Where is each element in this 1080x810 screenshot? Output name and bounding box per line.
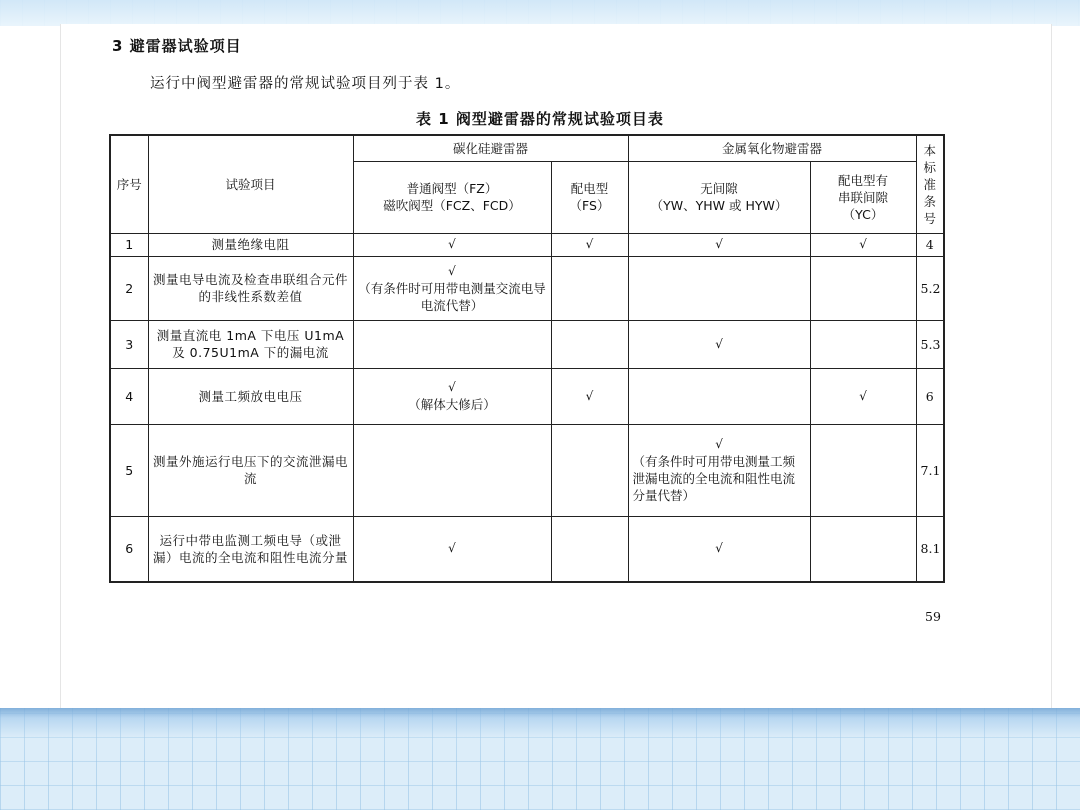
cell-fs bbox=[551, 516, 628, 582]
row-item: 测量外施运行电压下的交流泄漏电流 bbox=[148, 424, 353, 516]
table-row bbox=[110, 368, 944, 424]
header-item: 试验项目 bbox=[148, 135, 353, 233]
top-decor-band bbox=[0, 0, 1080, 26]
cell-yw: √ bbox=[628, 320, 810, 368]
cell-std: 5.2 bbox=[916, 256, 944, 320]
cell-fz: √ （有条件时可用带电测量交流电导电流代替） bbox=[353, 256, 551, 320]
cell-std: 6 bbox=[916, 368, 944, 424]
row-seq: 1 bbox=[110, 233, 148, 256]
header-yw: 无间隙 （YW、YHW 或 HYW） bbox=[628, 161, 810, 233]
cell-fs bbox=[551, 424, 628, 516]
table-caption: 表 1 阀型避雷器的常规试验项目表 bbox=[416, 110, 664, 128]
cell-yc: √ bbox=[810, 368, 916, 424]
cell-yw: √ bbox=[628, 516, 810, 582]
row-item: 测量电导电流及检查串联组合元件的非线性系数差值 bbox=[148, 256, 353, 320]
cell-yc bbox=[810, 424, 916, 516]
test-items-table bbox=[109, 134, 945, 583]
table-row bbox=[110, 233, 944, 256]
table-row bbox=[110, 320, 944, 368]
cell-fs bbox=[551, 320, 628, 368]
cell-yc bbox=[810, 320, 916, 368]
cell-fz: √ bbox=[353, 516, 551, 582]
table-row bbox=[110, 516, 944, 582]
row-item: 测量工频放电电压 bbox=[148, 368, 353, 424]
section-heading: 3 避雷器试验项目 bbox=[112, 37, 242, 55]
row-item: 运行中带电监测工频电导（或泄漏）电流的全电流和阻性电流分量 bbox=[148, 516, 353, 582]
row-seq: 5 bbox=[110, 424, 148, 516]
row-seq: 4 bbox=[110, 368, 148, 424]
cell-std: 4 bbox=[916, 233, 944, 256]
table-row bbox=[110, 256, 944, 320]
table-header-row bbox=[110, 135, 944, 161]
header-std-clause: 本标准条号 bbox=[916, 135, 944, 233]
row-seq: 6 bbox=[110, 516, 148, 582]
intro-paragraph: 运行中阀型避雷器的常规试验项目列于表 1。 bbox=[150, 76, 461, 92]
bottom-decor-band bbox=[0, 708, 1080, 810]
cell-yc: √ bbox=[810, 233, 916, 256]
cell-fz: √ bbox=[353, 233, 551, 256]
cell-fz: √ （解体大修后） bbox=[353, 368, 551, 424]
row-seq: 2 bbox=[110, 256, 148, 320]
header-fz: 普通阀型（FZ） 磁吹阀型（FCZ、FCD） bbox=[353, 161, 551, 233]
cell-yw: √ bbox=[628, 233, 810, 256]
row-item: 测量绝缘电阻 bbox=[148, 233, 353, 256]
cell-yc bbox=[810, 516, 916, 582]
row-item: 测量直流电 1mA 下电压 U1mA 及 0.75U1mA 下的漏电流 bbox=[148, 320, 353, 368]
cell-yc bbox=[810, 256, 916, 320]
header-group-moa: 金属氧化物避雷器 bbox=[628, 135, 916, 161]
cell-yw bbox=[628, 256, 810, 320]
row-seq: 3 bbox=[110, 320, 148, 368]
table-row bbox=[110, 424, 944, 516]
header-yc: 配电型有 串联间隙 （YC） bbox=[810, 161, 916, 233]
page-number: 59 bbox=[925, 609, 941, 624]
cell-fs: √ bbox=[551, 233, 628, 256]
header-fs: 配电型 （FS） bbox=[551, 161, 628, 233]
header-group-sic: 碳化硅避雷器 bbox=[353, 135, 628, 161]
cell-std: 5.3 bbox=[916, 320, 944, 368]
cell-std: 8.1 bbox=[916, 516, 944, 582]
cell-fz bbox=[353, 424, 551, 516]
cell-fs bbox=[551, 256, 628, 320]
cell-fs: √ bbox=[551, 368, 628, 424]
cell-std: 7.1 bbox=[916, 424, 944, 516]
cell-yw bbox=[628, 368, 810, 424]
cell-fz bbox=[353, 320, 551, 368]
header-seq: 序号 bbox=[110, 135, 148, 233]
cell-yw: √ （有条件时可用带电测量工频泄漏电流的全电流和阻性电流分量代替） bbox=[628, 424, 810, 516]
